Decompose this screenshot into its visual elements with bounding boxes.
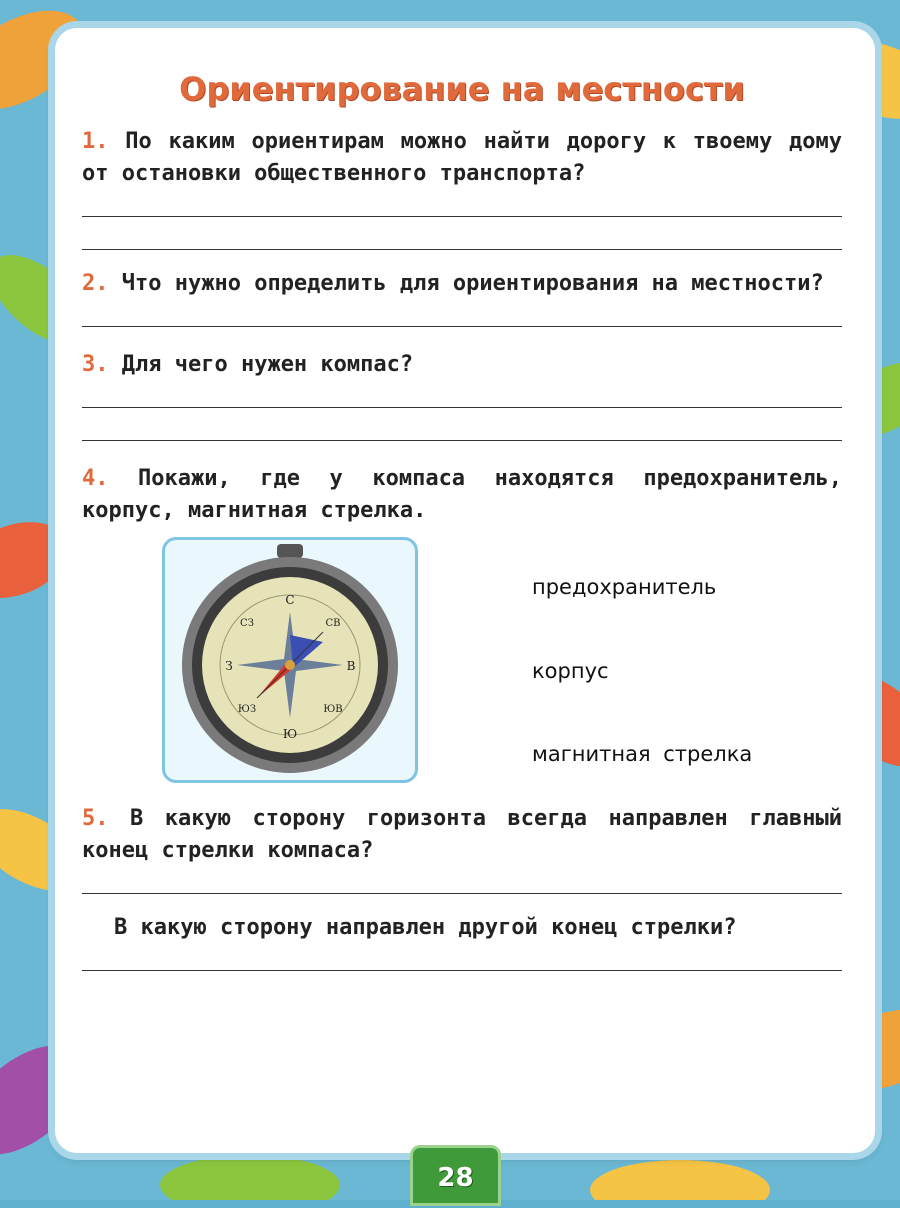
question-1-number: 1. bbox=[82, 129, 109, 154]
answer-line-2[interactable] bbox=[82, 300, 842, 327]
question-5-followup: В какую сторону направлен другой конец стрелки? bbox=[114, 915, 737, 940]
label-safety-lock: предохранитель bbox=[532, 575, 717, 599]
page-number: 28 bbox=[410, 1145, 501, 1206]
question-3-number: 3. bbox=[82, 352, 109, 377]
dial-sw: ЮЗ bbox=[237, 704, 257, 715]
question-1-text: По каким ориентирам можно найти дорогу к твоему дому от остановки общественного транспорта? bbox=[82, 129, 842, 186]
dial-nw: СЗ bbox=[240, 618, 254, 629]
answer-line-5b[interactable] bbox=[82, 944, 842, 971]
dial-se: ЮВ bbox=[323, 704, 343, 715]
answer-line-1a[interactable] bbox=[82, 190, 842, 217]
dial-north: С bbox=[285, 593, 295, 607]
question-1 bbox=[82, 126, 842, 190]
compass-image-frame bbox=[162, 537, 418, 783]
compass-exercise bbox=[82, 537, 842, 777]
question-2-text: Что нужно определить для ориентирования на местности? bbox=[121, 271, 824, 296]
question-4-text: Покажи, где у компаса находятся предохранитель, корпус, магнитная стрелка. bbox=[82, 466, 842, 523]
page-title: Ориентирование на местности bbox=[179, 70, 745, 108]
compass-icon bbox=[165, 540, 415, 780]
answer-line-1b[interactable] bbox=[82, 217, 842, 250]
question-4 bbox=[82, 463, 842, 527]
question-5 bbox=[82, 803, 842, 867]
worksheet-content bbox=[82, 60, 842, 971]
answer-line-3b[interactable] bbox=[82, 408, 842, 441]
question-2-number: 2. bbox=[82, 271, 109, 296]
question-2 bbox=[82, 268, 842, 300]
answer-line-3a[interactable] bbox=[82, 381, 842, 408]
dial-ne: СВ bbox=[325, 618, 341, 629]
question-3-text: Для чего нужен компас? bbox=[121, 352, 414, 377]
question-5-number: 5. bbox=[82, 806, 109, 831]
dial-south: Ю bbox=[282, 727, 298, 741]
label-magnetic-needle: магнитная стрелка bbox=[532, 742, 753, 766]
question-3 bbox=[82, 349, 842, 381]
answer-line-5a[interactable] bbox=[82, 867, 842, 894]
question-5-text: В какую сторону горизонта всегда направлен главный конец стрелки компаса? bbox=[82, 806, 842, 863]
dial-east: В bbox=[346, 659, 356, 673]
question-4-number: 4. bbox=[82, 466, 109, 491]
label-compass-body: корпус bbox=[532, 659, 609, 683]
dial-west: З bbox=[225, 659, 233, 673]
